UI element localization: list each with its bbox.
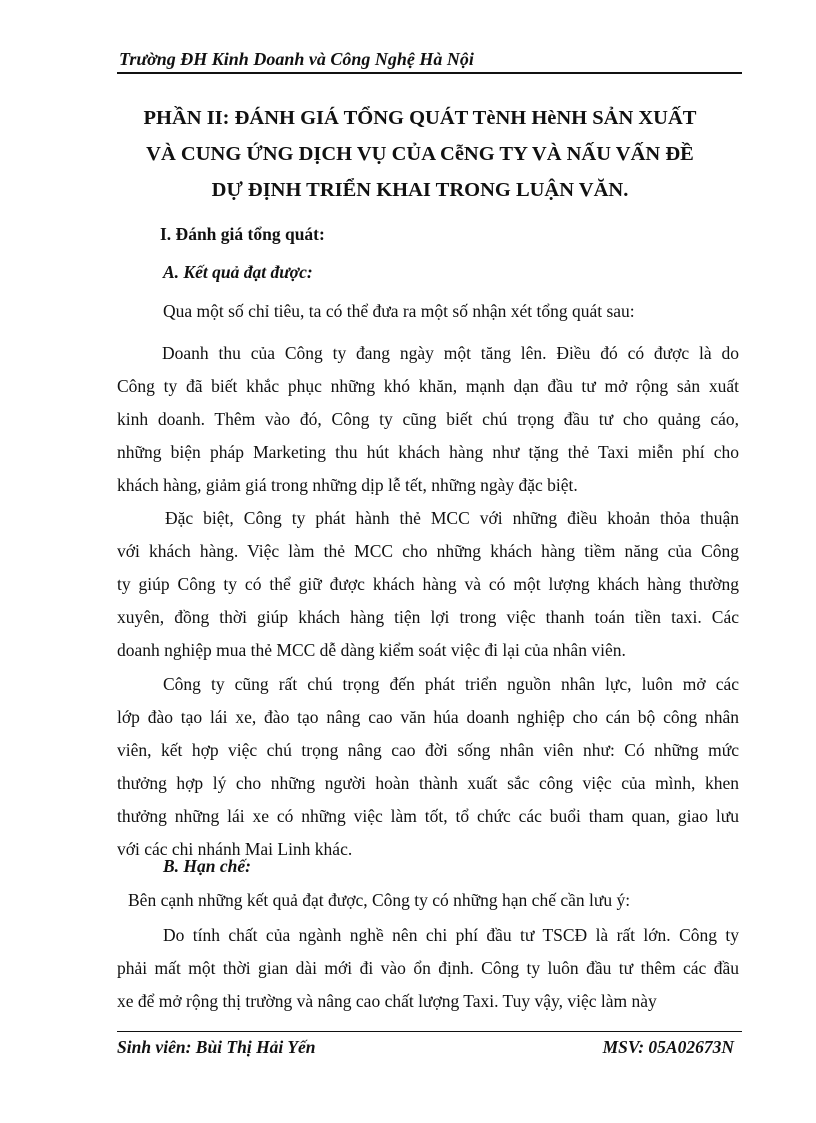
- paragraph-line: viên, kết hợp việc chú trọng nâng cao đời sống nhân viên như: Có những mức: [117, 740, 739, 760]
- section-title: [100, 100, 740, 208]
- paragraph-line: ty giúp Công ty có thể giữ được khách hàng và có một lượng khách hàng thường: [117, 574, 739, 594]
- paragraph-line: thưởng hợp lý cho những người hoàn thành xuất sắc công việc của mình, khen: [117, 773, 739, 793]
- paragraph-line: những biện pháp Marketing thu hút khách hàng như tặng thẻ Taxi miễn phí cho: [117, 442, 739, 462]
- title-line: PHẦN II: ĐÁNH GIÁ TỔNG QUÁT TèNH HèNH SẢN XUẤT: [143, 107, 697, 129]
- paragraph-line: xe để mở rộng thị trường và nâng cao chất lượng Taxi. Tuy vậy, việc làm này: [117, 991, 657, 1011]
- paragraph-line: Công ty cũng rất chú trọng đến phát triển nguồn nhân lực, luôn mở các: [163, 674, 739, 694]
- school-name: Trường ĐH Kinh Doanh và Công Nghệ Hà Nội: [119, 49, 474, 69]
- page-header: [117, 48, 742, 74]
- title-line: VÀ CUNG ỨNG DỊCH VỤ CỦA CễNG TY VÀ NẤU VẤN ĐỀ: [146, 143, 694, 165]
- paragraph-line: với khách hàng. Việc làm thẻ MCC cho những khách hàng tiềm năng của Công: [117, 541, 739, 561]
- paragraph-line: phải mất một thời gian dài mới đi vào ổn định. Công ty luôn đầu tư thêm các đầu: [117, 958, 739, 978]
- paragraph-line: lớp đào tạo lái xe, đào tạo nâng cao văn húa doanh nghiệp cho cán bộ công nhân: [117, 707, 739, 727]
- paragraph-line: kinh doanh. Thêm vào đó, Công ty cũng biết chú trọng đầu tư cho quảng cáo,: [117, 409, 739, 429]
- paragraph-line: Công ty đã biết khắc phục những khó khăn, mạnh dạn đầu tư mở rộng sản xuất: [117, 376, 739, 396]
- student-id: MSV: 05A02673N: [602, 1037, 734, 1057]
- paragraph-line: khách hàng, giảm giá trong những dịp lễ tết, những ngày đặc biệt.: [117, 475, 578, 495]
- title-line: DỰ ĐỊNH TRIỂN KHAI TRONG LUẬN VĂN.: [211, 179, 629, 201]
- paragraph-line: Do tính chất của ngành nghề nên chi phí đầu tư TSCĐ là rất lớn. Công ty: [163, 925, 739, 945]
- results-heading: A. Kết quả đạt được:: [163, 262, 313, 282]
- paragraph-line: với các chi nhánh Mai Linh khác.: [117, 839, 353, 859]
- limits-heading: B. Hạn chế:: [163, 856, 251, 876]
- footer-rule: [117, 1031, 742, 1032]
- student-name: Sinh viên: Bùi Thị Hải Yến: [117, 1037, 316, 1057]
- paragraph-line: Doanh thu của Công ty đang ngày một tăng lên. Điều đó có được là do: [162, 343, 739, 363]
- paragraph-line: thưởng những lái xe có những việc làm tốt, tổ chức các buổi tham quan, giao lưu: [117, 806, 739, 826]
- header-rule: [117, 72, 742, 74]
- paragraph-line: Bên cạnh những kết quả đạt được, Công ty có những hạn chế cần lưu ý:: [128, 890, 631, 910]
- paragraph-line: xuyên, đồng thời giúp khách hàng tiện lợi trong việc thanh toán tiền taxi. Các: [117, 607, 739, 627]
- paragraph-line: doanh nghiệp mua thẻ MCC dễ dàng kiểm soát việc đi lại của nhân viên.: [117, 640, 626, 660]
- paragraph-line: Đặc biệt, Công ty phát hành thẻ MCC với những điều khoản thỏa thuận: [165, 508, 739, 528]
- overview-heading: I. Đánh giá tổng quát:: [160, 224, 325, 244]
- intro-line: Qua một số chỉ tiêu, ta có thể đưa ra một số nhận xét tổng quát sau:: [163, 301, 635, 321]
